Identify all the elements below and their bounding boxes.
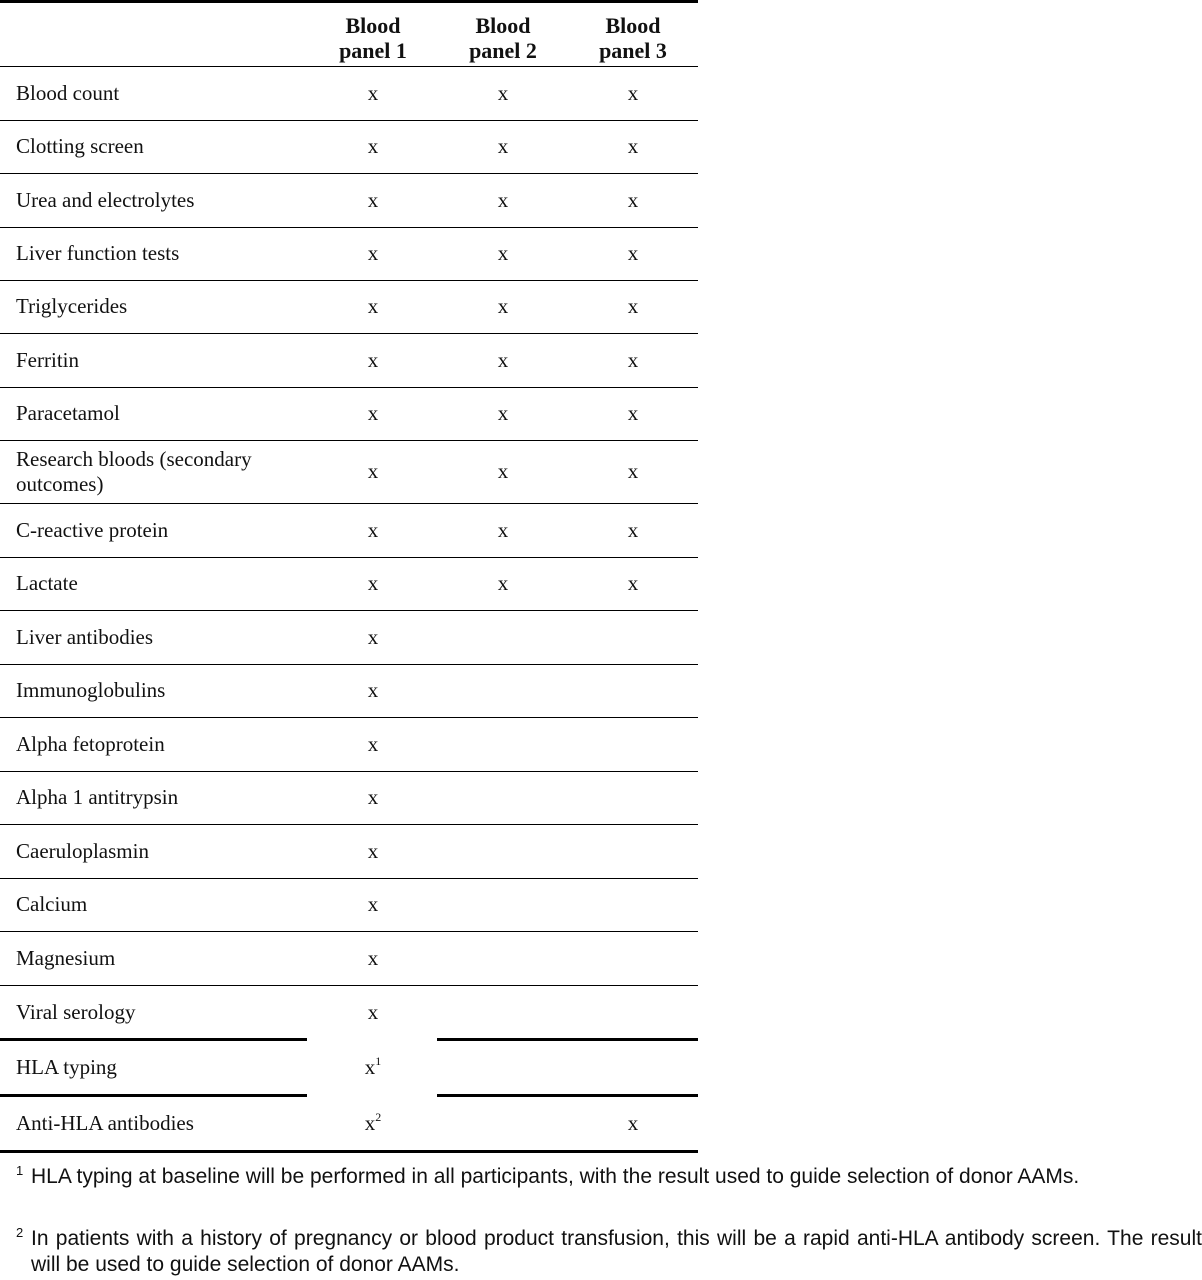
cell-value: x (497, 459, 509, 483)
cell-panel-1 (313, 625, 433, 650)
row-label: Ferritin (16, 348, 79, 372)
cell-value: x (367, 839, 379, 863)
cell-panel-2 (443, 134, 563, 159)
cell-panel-3 (573, 348, 693, 373)
cell-value: x (627, 459, 639, 483)
cell-panel-1 (313, 785, 433, 810)
cell-value: x (364, 1111, 376, 1135)
cell-panel-1 (313, 81, 433, 106)
row-label: Calcium (16, 892, 88, 916)
cell-value: x (367, 946, 379, 970)
cell-panel-3 (573, 294, 693, 319)
cell-panel-1 (313, 348, 433, 373)
cell-panel-1 (313, 1000, 433, 1025)
cell-panel-1 (313, 241, 433, 266)
footnote-marker: 1 (375, 1054, 382, 1068)
cell-panel-1 (313, 892, 433, 917)
cell-value: x (367, 348, 379, 372)
table-row (0, 173, 698, 227)
table-row (0, 1095, 698, 1151)
table-header-row (0, 3, 698, 66)
cell-panel-2 (443, 188, 563, 213)
row-label: Anti-HLA antibodies (16, 1111, 194, 1135)
cell-panel-2 (443, 459, 563, 484)
cell-value: x (497, 571, 509, 595)
cell-value: x (367, 678, 379, 702)
cell-panel-1 (313, 732, 433, 757)
header-line: panel 1 (339, 38, 407, 63)
cell-panel-3 (573, 518, 693, 543)
cell-value: x (627, 1111, 639, 1135)
cell-value: x (367, 188, 379, 212)
cell-panel-3 (573, 188, 693, 213)
cell-panel-1 (313, 518, 433, 543)
header-blood-panel-1 (313, 13, 433, 63)
cell-value: x (367, 732, 379, 756)
footnote-marker: 2 (375, 1110, 382, 1124)
table-row (0, 771, 698, 824)
cell-panel-3 (573, 241, 693, 266)
footnote-1 (16, 1164, 1202, 1190)
table-bottom-rule (0, 1150, 698, 1153)
cell-value: x (497, 188, 509, 212)
cell-value: x (497, 294, 509, 318)
cell-value: x (367, 294, 379, 318)
table-row (0, 440, 698, 503)
cell-value: x (627, 134, 639, 158)
cell-panel-2 (443, 518, 563, 543)
cell-panel-1 (313, 571, 433, 596)
cell-value: x (367, 1000, 379, 1024)
header-line: panel 3 (599, 38, 667, 63)
header-blood-panel-2 (443, 13, 563, 63)
cell-panel-2 (443, 571, 563, 596)
row-label: Caeruloplasmin (16, 839, 149, 863)
cell-panel-3 (573, 571, 693, 596)
cell-panel-3 (573, 401, 693, 426)
cell-value: x (497, 518, 509, 542)
table-row (0, 227, 698, 280)
cell-panel-2 (443, 348, 563, 373)
cell-panel-1 (313, 839, 433, 864)
cell-panel-1 (313, 1111, 433, 1136)
cell-value: x (627, 401, 639, 425)
row-label: Viral serology (16, 1000, 136, 1024)
cell-panel-1 (313, 401, 433, 426)
row-label: Urea and electrolytes (16, 188, 195, 212)
table-row (0, 333, 698, 387)
table-row (0, 664, 698, 717)
table-row (0, 985, 698, 1039)
cell-panel-2 (443, 401, 563, 426)
footnote-text: HLA typing at baseline will be performed in all participants, with the result used to guide selection of donor AAMs. (31, 1165, 1080, 1188)
row-label: Magnesium (16, 946, 116, 970)
cell-panel-1 (313, 1055, 433, 1080)
table-row (0, 503, 698, 557)
cell-value: x (367, 571, 379, 595)
table-row (0, 610, 698, 664)
cell-value: x (497, 401, 509, 425)
cell-value: x (497, 134, 509, 158)
footnote-mark: 2 (16, 1225, 24, 1240)
table-row (0, 717, 698, 771)
cell-value: x (367, 625, 379, 649)
row-label: Clotting screen (16, 134, 144, 158)
table-row (0, 120, 698, 173)
cell-value: x (367, 241, 379, 265)
cell-value: x (627, 188, 639, 212)
cell-value: x (627, 81, 639, 105)
row-label: C-reactive protein (16, 518, 169, 542)
table-row (0, 67, 698, 120)
cell-value: x (367, 81, 379, 105)
table-row (0, 387, 698, 440)
cell-panel-2 (443, 241, 563, 266)
cell-panel-1 (313, 459, 433, 484)
cell-panel-3 (573, 81, 693, 106)
table-row (0, 878, 698, 931)
header-line: panel 2 (469, 38, 537, 63)
cell-panel-3 (573, 459, 693, 484)
row-label: Liver function tests (16, 241, 180, 265)
cell-value: x (627, 294, 639, 318)
table-row (0, 824, 698, 878)
header-blood-panel-3 (573, 13, 693, 63)
table-row (0, 931, 698, 985)
cell-value: x (497, 241, 509, 265)
cell-value: x (367, 459, 379, 483)
cell-value: x (627, 518, 639, 542)
cell-panel-1 (313, 188, 433, 213)
header-line: Blood (345, 13, 401, 38)
cell-value: x (367, 785, 379, 809)
footnote-mark: 1 (16, 1163, 24, 1178)
cell-value: x (367, 518, 379, 542)
row-label: Alpha 1 antitrypsin (16, 785, 179, 809)
header-line: Blood (475, 13, 531, 38)
cell-value: x (497, 348, 509, 372)
cell-panel-1 (313, 946, 433, 971)
cell-panel-2 (443, 81, 563, 106)
row-label: Research bloods (secondary outcomes) (16, 447, 252, 496)
cell-panel-3 (573, 1111, 693, 1136)
footnote-text: In patients with a history of pregnancy or blood product transfusion, this will be a rapid anti-HLA antibody screen. The result will be used to guide selection of donor AAMs. (31, 1227, 1202, 1276)
row-label: HLA typing (16, 1055, 117, 1079)
cell-panel-3 (573, 134, 693, 159)
table-row (0, 557, 698, 610)
cell-value: x (367, 401, 379, 425)
cell-value: x (367, 892, 379, 916)
row-label: Immunoglobulins (16, 678, 166, 702)
cell-value: x (367, 134, 379, 158)
cell-panel-1 (313, 294, 433, 319)
row-label: Paracetamol (16, 401, 120, 425)
table-row (0, 1039, 698, 1095)
cell-value: x (364, 1055, 376, 1079)
cell-panel-2 (443, 294, 563, 319)
footnote-2 (16, 1226, 1202, 1278)
cell-value: x (627, 241, 639, 265)
row-label: Lactate (16, 571, 78, 595)
row-label: Blood count (16, 81, 120, 105)
header-line: Blood (605, 13, 661, 38)
table-row (0, 280, 698, 333)
row-label: Liver antibodies (16, 625, 154, 649)
row-label: Alpha fetoprotein (16, 732, 165, 756)
cell-panel-1 (313, 134, 433, 159)
cell-value: x (627, 571, 639, 595)
row-label: Triglycerides (16, 294, 128, 318)
cell-panel-1 (313, 678, 433, 703)
cell-value: x (627, 348, 639, 372)
cell-value: x (497, 81, 509, 105)
